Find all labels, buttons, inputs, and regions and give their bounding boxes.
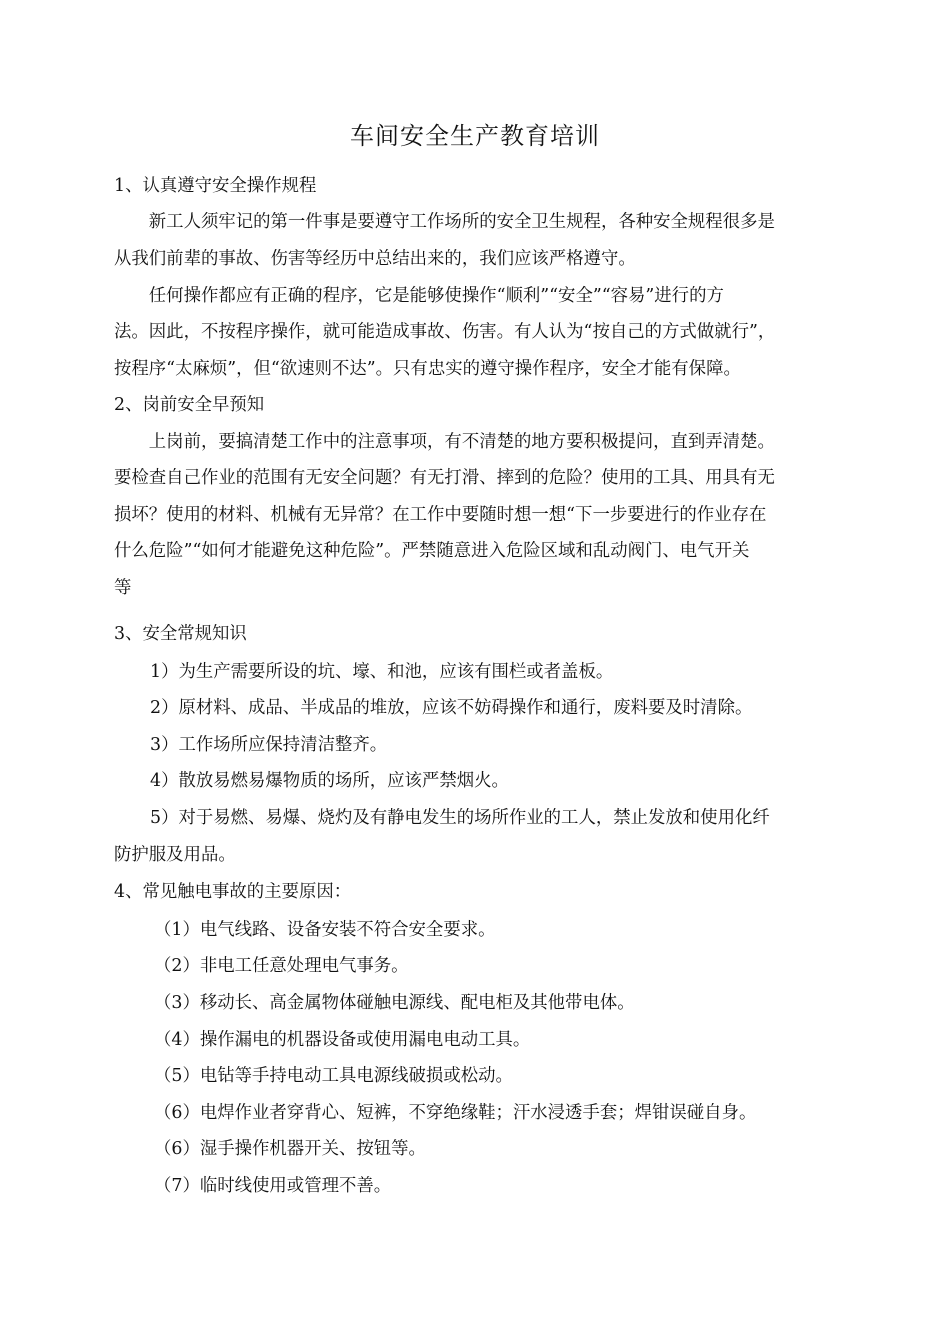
section-3-item: 4）散放易燃易爆物质的场所，应该严禁烟火。 xyxy=(150,771,509,791)
section-1-heading: 1、认真遵守安全操作规程 xyxy=(114,176,317,196)
section-4-item: （4）操作漏电的机器设备或使用漏电电动工具。 xyxy=(154,1030,531,1050)
section-1-line: 从我们前辈的事故、伤害等经历中总结出来的，我们应该严格遵守。 xyxy=(114,249,636,269)
section-3-item: 2）原材料、成品、半成品的堆放，应该不妨碍操作和通行，废料要及时清除。 xyxy=(150,698,753,718)
section-2-heading: 2、岗前安全早预知 xyxy=(114,395,265,415)
section-4-item: （3）移动长、高金属物体碰触电源线、配电柜及其他带电体。 xyxy=(154,993,635,1013)
section-4-item: （6）电焊作业者穿背心、短裤，不穿绝缘鞋；汗水浸透手套；焊钳误碰自身。 xyxy=(154,1103,757,1123)
section-4-heading: 4、常见触电事故的主要原因： xyxy=(114,882,352,902)
section-1-line: 按程序“太麻烦”，但“欲速则不达”。只有忠实的遵守操作程序，安全才能有保障。 xyxy=(114,359,741,379)
section-3-item-continuation: 防护服及用品。 xyxy=(114,845,236,865)
section-2-line: 上岗前，要搞清楚工作中的注意事项，有不清楚的地方要积极提问，直到弄清楚。 xyxy=(114,432,775,452)
section-1-line: 任何操作都应有正确的程序，它是能够使操作“顺利”“安全”“容易”进行的方 xyxy=(114,286,724,306)
section-4-item: （2）非电工任意处理电气事务。 xyxy=(154,956,409,976)
section-3-item: 5）对于易燃、易爆、烧灼及有静电发生的场所作业的工人，禁止发放和使用化纤 xyxy=(150,808,770,828)
section-2-line: 什么危险”“如何才能避免这种危险”。严禁随意进入危险区域和乱动阀门、电气开关 xyxy=(114,541,750,561)
section-3-heading: 3、安全常规知识 xyxy=(114,624,247,644)
section-2-line: 损坏？使用的材料、机械有无异常？在工作中要随时想一想“下一步要进行的作业存在 xyxy=(114,505,767,525)
section-3-item: 1）为生产需要所设的坑、壕、和池，应该有围栏或者盖板。 xyxy=(150,662,614,682)
document-title: 车间安全生产教育培训 xyxy=(350,122,600,150)
section-1-line: 法。因此，不按程序操作，就可能造成事故、伤害。有人认为“按自己的方式做就行”， xyxy=(114,322,776,342)
section-3-item: 3）工作场所应保持清洁整齐。 xyxy=(150,735,388,755)
section-4-item: （1）电气线路、设备安装不符合安全要求。 xyxy=(154,920,496,940)
section-2-line: 等 xyxy=(114,578,132,598)
section-4-item: （6）湿手操作机器开关、按钮等。 xyxy=(154,1139,426,1159)
section-2-line: 要检查自己作业的范围有无安全问题？有无打滑、摔到的危险？使用的工具、用具有无 xyxy=(114,468,775,488)
section-1-line: 新工人须牢记的第一件事是要遵守工作场所的安全卫生规程，各种安全规程很多是 xyxy=(114,212,775,232)
section-4-item: （7）临时线使用或管理不善。 xyxy=(154,1176,392,1196)
section-4-item: （5）电钻等手持电动工具电源线破损或松动。 xyxy=(154,1066,513,1086)
